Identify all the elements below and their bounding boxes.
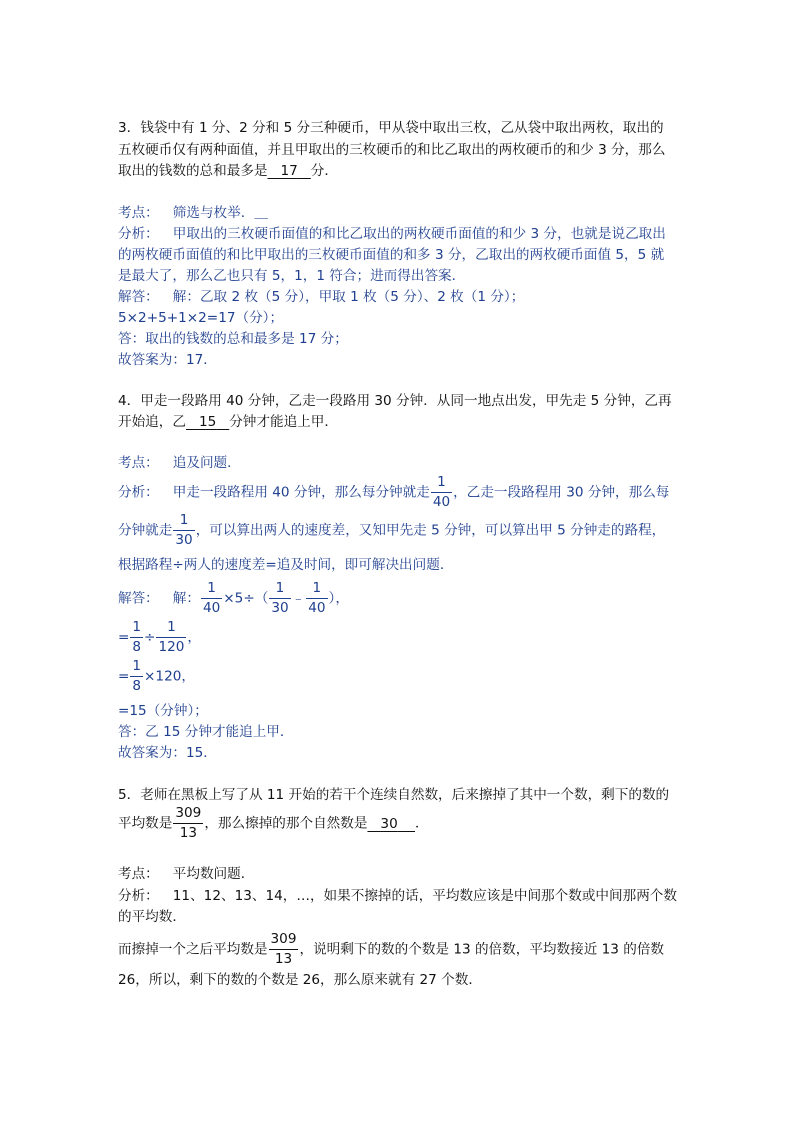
q5-text-line1: 5．老师在黑板上写了从 11 开始的若干个连续自然数，后来擦掉了其中一个数，剩下的数的	[118, 787, 670, 803]
q5-answer-blank: 30	[380, 815, 398, 832]
q3-text-line1: 3．钱袋中有 1 分、2 分和 5 分三种硬币，甲从袋中取出三枚，乙从袋中取出两枚，取出的	[118, 120, 664, 136]
q4-answer-blank: 15	[198, 414, 217, 430]
q3-answer-blank: 17	[280, 163, 298, 179]
fraction-309-13: $\frac{309}{13}$	[175, 805, 202, 841]
q4-jieda-line2: = $\frac{1}{8}$ ÷ $\frac{1}{120}$ ，	[118, 619, 201, 655]
q3-jieda-line2: 5×2+5+1×2=17（分）；	[118, 310, 284, 326]
q4-fenxi-line2: 分钟就走 $\frac{1}{30}$ ，可以算出两人的速度差，又知甲先走 5 分钟，可以算出甲 5 分钟走的路程，	[118, 512, 666, 548]
q4-fenxi-line1: 分析： 甲走一段路程用 40 分钟，那么每分钟就走 $\frac{1}{40}$ ，乙走一段路程用 30 分钟，那么每	[118, 474, 670, 510]
fraction-1-40: $\frac{1}{40}$	[432, 474, 451, 510]
q4-fenxi-line3: 根据路程÷两人的速度差=追及时间，即可解决出问题．	[118, 557, 454, 573]
fraction-1-120: $\frac{1}{120}$	[158, 619, 185, 655]
q3-fenxi-line2: 的两枚硬币面值的和比甲取出的三枚硬币面值的和多 3 分，乙取出的两枚硬币面值 5，5 就	[118, 247, 665, 263]
q3-jieda-line1: 解答： 解：乙取 2 枚（5 分），甲取 1 枚（5 分）、2 枚（1 分）；	[118, 289, 525, 305]
fraction-1-30: $\frac{1}{30}$	[175, 512, 193, 548]
fraction-1-8: $\frac{1}{8}$	[132, 619, 142, 655]
q5-fenxi-line1: 分析： 11、12、13、14，…，如果不擦掉的话，平均数应该是中间那个数或中间那两个数	[118, 888, 677, 904]
q5-kaodian: 考点： 平均数问题．	[118, 866, 255, 882]
q3-text-line3: 取出的钱数的总和最多是 17 分．	[118, 163, 338, 179]
q4-text-line2: 开始追，乙 15 分钟才能追上甲．	[118, 414, 338, 430]
q4-jieda-line4: =15（分钟）；	[118, 703, 208, 719]
q4-kaodian: 考点： 追及问题．	[118, 455, 241, 471]
q4-answer-line: 答：乙 15 分钟才能追上甲．	[118, 724, 294, 740]
fraction-309-13: $\frac{309}{13}$	[270, 931, 297, 967]
q3-kaodian: 考点： 筛选与枚举．＿	[118, 205, 268, 221]
q4-final-line: 故答案为：15．	[118, 745, 217, 761]
q4-jieda-line3: = $\frac{1}{8}$ ×120，	[118, 658, 195, 694]
q5-fenxi-line4: 26，所以，剩下的数的个数是 26，那么原来就有 27 个数．	[118, 972, 482, 988]
q5-fenxi-line3: 而擦掉一个之后平均数是 $\frac{309}{13}$ ，说明剩下的数的个数是 13 的倍数，平均数接近 13 的倍数	[118, 931, 665, 967]
fraction-1-8: $\frac{1}{8}$	[132, 658, 142, 694]
fraction-1-30: $\frac{1}{30}$	[271, 580, 289, 616]
fraction-1-40: $\frac{1}{40}$	[308, 580, 326, 616]
q5-fenxi-line2: 的平均数．	[118, 909, 186, 925]
q5-text-line2: 平均数是 $\frac{309}{13}$ ，那么擦掉的那个自然数是 30 ．	[118, 805, 429, 841]
q4-jieda-line1: 解答： 解： $\frac{1}{40}$ ×5÷（ $\frac{1}{30}$ ﹣ $\frac{1}{40}$ ），	[118, 580, 349, 616]
q4-text-line1: 4．甲走一段路用 40 分钟，乙走一段路用 30 分钟．从同一地点出发，甲先走 5 分钟，乙再	[118, 393, 672, 409]
fraction-1-40: $\frac{1}{40}$	[202, 580, 221, 616]
q3-fenxi-line1: 分析： 甲取出的三枚硬币面值的和比乙取出的两枚硬币面值的和少 3 分，也就是说乙取出	[118, 226, 666, 242]
q3-fenxi-line3: 是最大了，那么乙也只有 5，1，1 符合；进而得出答案．	[118, 268, 466, 284]
q3-text-line2: 五枚硬币仅有两种面值，并且甲取出的三枚硬币的和比乙取出的两枚硬币的和少 3 分，那么	[118, 142, 666, 158]
q3-jieda-line4: 故答案为：17．	[118, 352, 217, 368]
q3-jieda-line3: 答：取出的钱数的总和最多是 17 分；	[118, 331, 348, 347]
